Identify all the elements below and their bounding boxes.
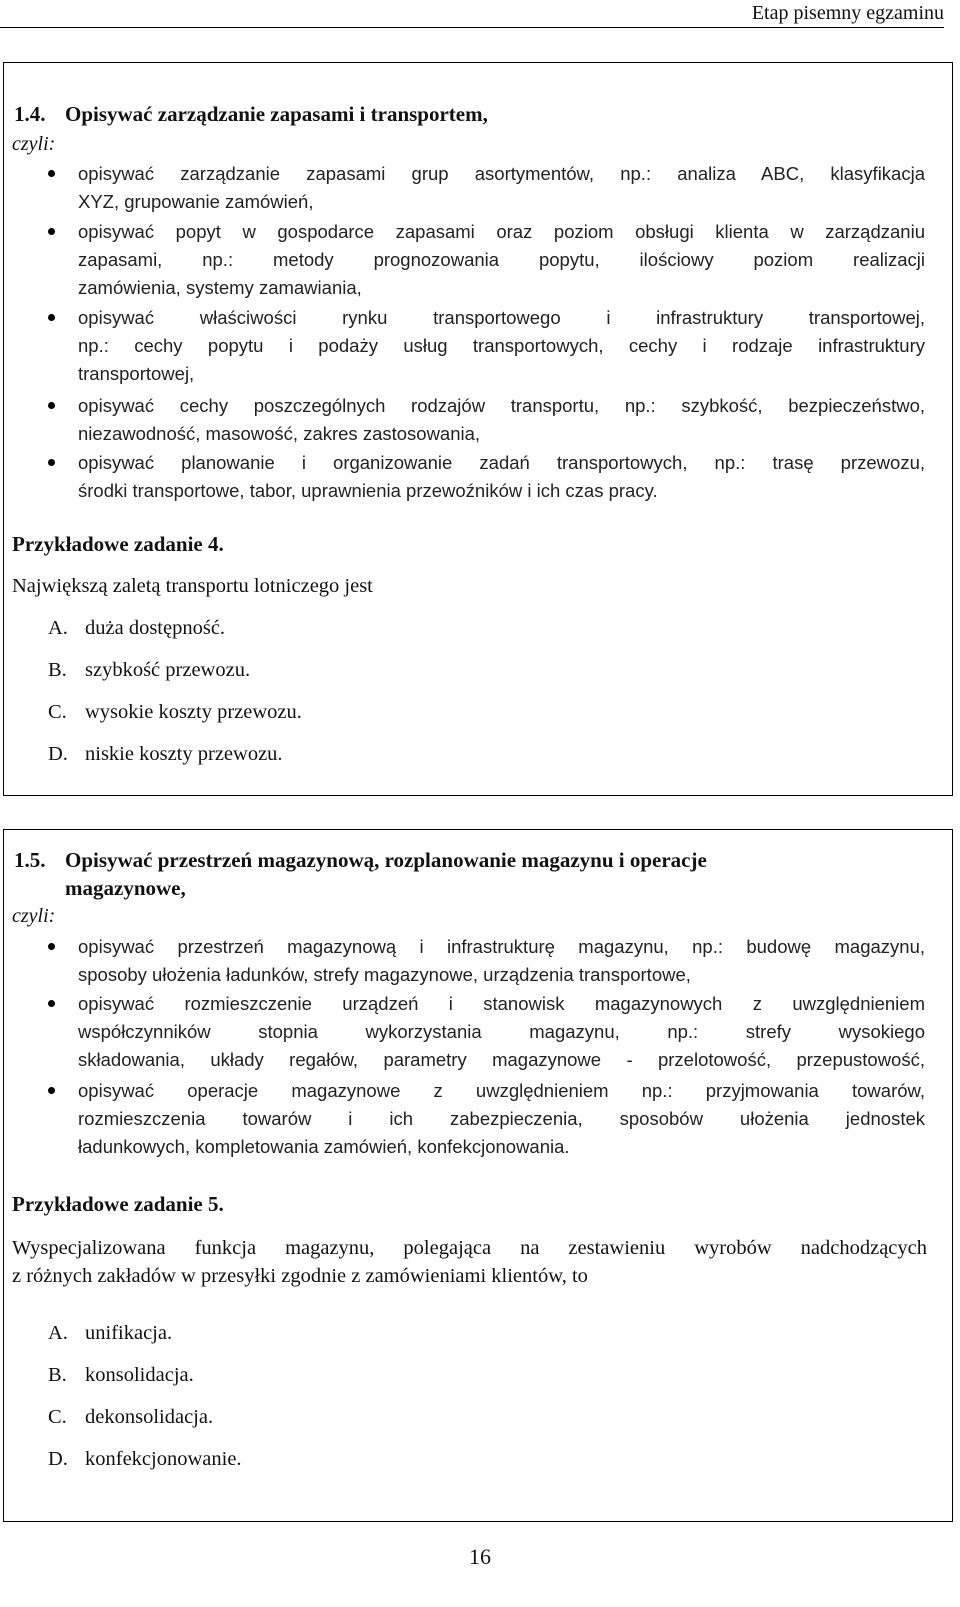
bullet-dot bbox=[48, 1087, 55, 1094]
bullet-line: zamówienia, systemy zamawiania, bbox=[78, 277, 362, 298]
option-text: duża dostępność. bbox=[85, 617, 226, 639]
bullet-dot bbox=[48, 1000, 55, 1007]
option-text: niskie koszty przewozu. bbox=[85, 743, 283, 765]
example-question bbox=[12, 1234, 927, 1290]
czyli-label: czyli: bbox=[12, 905, 56, 927]
answer-option bbox=[48, 698, 302, 726]
bullet-line: niezawodność, masowość, zakres zastosowania, bbox=[78, 423, 481, 444]
example-title: Przykładowe zadanie 4. bbox=[12, 532, 224, 556]
bullet-line: opisywać przestrzeń magazynową i infrastrukturę magazynu, np.: budowę magazynu, bbox=[78, 936, 925, 957]
option-text: konfekcjonowanie. bbox=[85, 1448, 242, 1470]
bullet-line: opisywać planowanie i organizowanie zadań transportowych, np.: trasę przewozu, bbox=[78, 452, 925, 473]
option-text: szybkość przewozu. bbox=[85, 659, 251, 681]
bullet-line: współczynników stopnia wykorzystania magazynu, np.: strefy wysokiego bbox=[78, 1021, 925, 1042]
bullet-item bbox=[78, 933, 925, 989]
option-text: dekonsolidacja. bbox=[85, 1406, 214, 1428]
bullet-item bbox=[78, 304, 925, 388]
option-letter: C. bbox=[48, 1406, 67, 1428]
bullet-line: opisywać cechy poszczególnych rodzajów transportu, np.: szybkość, bezpieczeństwo, bbox=[78, 395, 925, 416]
option-text: unifikacja. bbox=[85, 1322, 173, 1344]
bullet-dot bbox=[48, 459, 55, 466]
section-title-line: magazynowe, bbox=[65, 876, 186, 900]
bullet-line: opisywać rozmieszczenie urządzeń i stanowisk magazynowych z uwzględnieniem bbox=[78, 993, 925, 1014]
bullet-item bbox=[78, 392, 925, 448]
answer-option bbox=[48, 1319, 172, 1347]
answer-option bbox=[48, 740, 283, 768]
answer-option bbox=[48, 1445, 242, 1473]
option-letter: A. bbox=[48, 1322, 68, 1344]
bullet-line: XYZ, grupowanie zamówień, bbox=[78, 191, 314, 212]
section-title-line: Opisywać przestrzeń magazynową, rozplanowanie magazynu i operacje bbox=[65, 848, 707, 872]
bullet-line: opisywać właściwości rynku transportowego i infrastruktury transportowej, bbox=[78, 307, 925, 328]
bullet-item bbox=[78, 1077, 925, 1161]
option-letter: D. bbox=[48, 743, 68, 765]
bullet-line: sposoby ułożenia ładunków, strefy magazynowe, urządzenia transportowe, bbox=[78, 964, 691, 985]
bullet-dot bbox=[48, 228, 55, 235]
bullet-dot bbox=[48, 170, 55, 177]
example-question: Największą zaletą transportu lotniczego jest bbox=[12, 575, 373, 597]
option-letter: A. bbox=[48, 617, 68, 639]
option-letter: B. bbox=[48, 659, 67, 681]
page-header bbox=[0, 0, 944, 28]
page-number: 16 bbox=[469, 1544, 491, 1569]
option-text: wysokie koszty przewozu. bbox=[85, 701, 302, 723]
czyli-label: czyli: bbox=[12, 133, 56, 155]
bullet-item bbox=[78, 160, 925, 216]
bullet-line: opisywać operacje magazynowe z uwzględnieniem np.: przyjmowania towarów, bbox=[78, 1080, 925, 1101]
bullet-dot bbox=[48, 943, 55, 950]
bullet-line: rozmieszczenia towarów i ich zabezpieczenia, sposobów ułożenia jednostek bbox=[78, 1108, 925, 1129]
option-text: konsolidacja. bbox=[85, 1364, 194, 1386]
bullet-dot bbox=[48, 402, 55, 409]
question-line: Wyspecjalizowana funkcja magazynu, polegająca na zestawieniu wyrobów nadchodzących bbox=[12, 1237, 927, 1259]
bullet-line: transportowej, bbox=[78, 363, 195, 384]
option-letter: C. bbox=[48, 701, 67, 723]
bullet-line: ładunkowych, kompletowania zamówień, konfekcjonowania. bbox=[78, 1136, 570, 1157]
bullet-line: zapasami, np.: metody prognozowania popytu, ilościowy poziom realizacji bbox=[78, 249, 925, 270]
bullet-line: środki transportowe, tabor, uprawnienia przewoźników i ich czas pracy. bbox=[78, 480, 658, 501]
bullet-item bbox=[78, 449, 925, 505]
answer-option bbox=[48, 656, 250, 684]
header-title: Etap pisemny egzaminu bbox=[751, 2, 944, 24]
bullet-item bbox=[78, 990, 925, 1074]
section-number: 1.4. bbox=[14, 102, 46, 126]
question-line: z różnych zakładów w przesyłki zgodnie z zamówieniami klientów, to bbox=[12, 1265, 588, 1287]
section-number: 1.5. bbox=[14, 848, 46, 872]
bullet-line: składowania, układy regałów, parametry magazynowe - przelotowość, przepustowość, bbox=[78, 1049, 925, 1070]
answer-option bbox=[48, 614, 225, 642]
option-letter: D. bbox=[48, 1448, 68, 1470]
answer-option bbox=[48, 1403, 213, 1431]
answer-option bbox=[48, 1361, 194, 1389]
bullet-dot bbox=[48, 314, 55, 321]
bullet-line: opisywać popyt w gospodarce zapasami oraz poziom obsługi klienta w zarządzaniu bbox=[78, 221, 925, 242]
bullet-item bbox=[78, 218, 925, 302]
example-title: Przykładowe zadanie 5. bbox=[12, 1192, 224, 1216]
bullet-line: np.: cechy popytu i podaży usług transportowych, cechy i rodzaje infrastruktury bbox=[78, 335, 925, 356]
option-letter: B. bbox=[48, 1364, 67, 1386]
section-title: Opisywać zarządzanie zapasami i transportem, bbox=[65, 102, 488, 126]
bullet-line: opisywać zarządzanie zapasami grup asortymentów, np.: analiza ABC, klasyfikacja bbox=[78, 163, 925, 184]
